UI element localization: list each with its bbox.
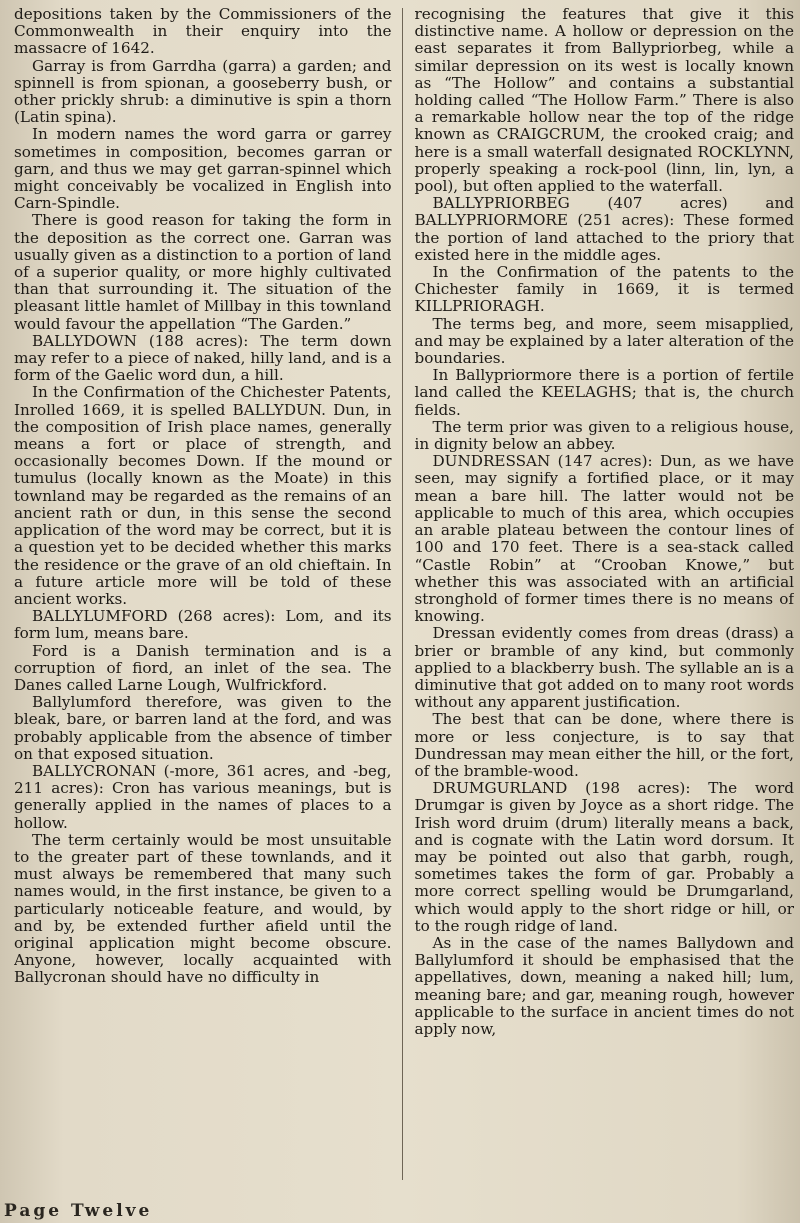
right-paragraph: DRUMGURLAND (198 acres): The word Drumgar is given by Joyce as a short ridge. The Irish word druim (drum) literally means a back, and is cognate with the Latin word dorsum. It may be pointed out also that garbh, rough, sometimes takes the form of gar. Probably a more correct spelling would be Drumgarland, which would apply to the short ridge or hill, or to the rough ridge of land.: [414, 779, 794, 935]
left-paragraph: Ballylumford therefore, was given to the bleak, bare, or barren land at the ford, and was probably applicable from the absence of timber on that exposed situation.: [14, 693, 392, 763]
left-paragraph: Ford is a Danish termination and is a corruption of fiord, an inlet of the sea. The Danes called Larne Lough, Wulfrickford.: [14, 641, 392, 694]
right-paragraph: In Ballypriormore there is a portion of fertile land called the KEELAGHS; that is, the church fields.: [414, 366, 794, 419]
left-paragraph: BALLYDOWN (188 acres): The term down may refer to a piece of naked, hilly land, and is a form of the Gaelic word dun, a hill.: [14, 331, 392, 385]
right-paragraph: BALLYPRIORBEG (407 acres) and BALLYPRIORMORE (251 acres): These formed the portion of land attached to the priory that existed here in the middle ages.: [414, 194, 794, 264]
right-paragraph: In the Confirmation of the patents to the Chichester family in 1669, it is termed KILLPRIORAGH.: [414, 263, 794, 316]
page-number-footer: Page Twelve: [4, 1201, 153, 1221]
right-paragraph: recognising the features that give it this distinctive name. A hollow or depression on the east separates it from Ballypriorbeg, while a similar depression on its west is locally known as “The Hollow” and contains a substantial holding called “The Hollow Farm.” There is also a remarkable hollow near the top of the ridge known as CRAIGCRUM, the crooked craig; and here is a small waterfall designated ROCKLYNN, properly speaking a rock-pool (linn, lin, lyn, a pool), but often applied to the waterfall.: [414, 6, 794, 196]
left-column: [14, 6, 402, 1186]
right-column: [403, 6, 795, 1186]
left-paragraph: Garray is from Garrdha (garra) a garden; and spinnell is from spionan, a gooseberry bush, or other prickly shrub: a diminutive is spin a thorn (Latin spina).: [14, 56, 392, 127]
left-paragraph: In modern names the word garra or garrey sometimes in composition, becomes garran or garn, and thus we may get garran-spinnel which might conceivably be vocalized in English into Carn-Spindle.: [14, 125, 392, 213]
right-paragraph: As in the case of the names Ballydown and Ballylumford it should be emphasised that the appellatives, down, meaning a naked hill; lum, meaning bare; and gar, meaning rough, however applicable to the surface in ancient times do not apply now,: [414, 933, 794, 1038]
right-paragraph: The term prior was given to a religious house, in dignity below an abbey.: [414, 417, 794, 454]
right-paragraph: DUNDRESSAN (147 acres): Dun, as we have seen, may signify a fortified place, or it may mean a bare hill. The latter would not be applicable to much of this area, which occupies an arable plateau between the contour lines of 100 and 170 feet. There is a sea-stack called “Castle Robin” at “Crooban Knowe,” but whether this was associated with an artificial stronghold of former times there is no means of knowing.: [414, 452, 794, 626]
left-paragraph: BALLYCRONAN (-more, 361 acres, and -beg, 211 acres): Cron has various meanings, but is generally applied in the names of places to a hollow.: [14, 761, 392, 832]
text-columns: [14, 6, 794, 1186]
left-paragraph: BALLYLUMFORD (268 acres): Lom, and its form lum, means bare.: [14, 607, 392, 643]
right-paragraph: The terms beg, and more, seem misapplied, and may be explained by a later alteration of the boundaries.: [414, 314, 794, 368]
left-paragraph: The term certainly would be most unsuitable to the greater part of these townlands, and it must always be remembered that many such names would, in the first instance, be given to a particularly noticeable feature, and would, by and by, be extended further afield until the original application might become obscure. Anyone, however, locally acquainted with Ballycronan should have no difficulty in: [14, 830, 392, 987]
left-paragraph: depositions taken by the Commissioners of the Commonwealth in their enquiry into the massacre of 1642.: [14, 6, 392, 58]
left-paragraph: In the Confirmation of the Chichester Patents, Inrolled 1669, it is spelled BALLYDUN. Dun, in the composition of Irish place names, generally means a fort or place of strength, and occasionally becomes Down. If the mound or tumulus (locally known as the Moate) in this townland may be regarded as the remains of an ancient rath or dun, in this sense the second application of the word may be correct, but it is a question yet to be decided whether this marks the residence or the grave of an old chieftain. In a future article more will be told of these ancient works.: [14, 383, 392, 608]
left-paragraph: There is good reason for taking the form in the deposition as the correct one. Garran was usually given as a distinction to a portion of land of a superior quality, or more highly cultivated than that surrounding it. The situation of the pleasant little hamlet of Millbay in this townland would favour the appellation “The Garden.”: [14, 211, 392, 333]
right-paragraph: Dressan evidently comes from dreas (drass) a brier or bramble of any kind, but commonly applied to a blackberry bush. The syllable an is a diminutive that got added on to many root words without any apparent justification.: [414, 624, 794, 712]
right-paragraph: The best that can be done, where there is more or less conjecture, is to say that Dundressan may mean either the hill, or the fort, of the bramble-wood.: [414, 710, 794, 780]
